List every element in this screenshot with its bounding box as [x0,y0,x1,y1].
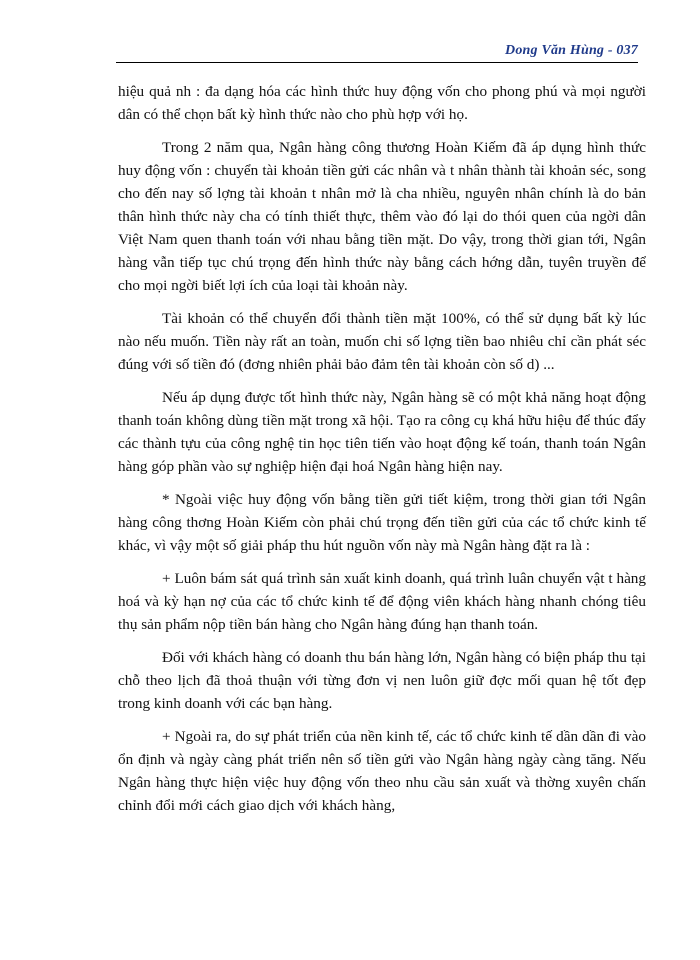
paragraph-4: Nếu áp dụng được tốt hình thức này, Ngân hàng sẽ có một khả năng hoạt động thanh toán không dùng tiền mặt trong xã hội. Tạo ra công cụ khá hữu hiệu để thúc đẩy các thành tựu của công nghệ tin học tiên tiến vào hoạt động kế toán, thanh toán Ngân hàng góp phần vào sự nghiệp hiện đại hoá Ngân hàng hiện nay. [118,389,646,475]
paragraph-1: hiệu quả nh : đa dạng hóa các hình thức huy động vốn cho phong phú và mọi người dân có thể chọn bất kỳ hình thức nào cho phù hợp với họ. [118,83,646,123]
paragraph-8: + Ngoài ra, do sự phát triển của nền kinh tế, các tổ chức kinh tế dần dần đi vào ổn định và ngày càng phát triển nên số tiền gửi vào Ngân hàng ngày càng tăng. Nếu Ngân hàng thực hiện việc huy động vốn theo nhu cầu sản xuất và thờng xuyên chấn chỉnh đổi mới cách giao dịch với khách hàng, [118,728,646,814]
header-author-id: Dong Văn Hùng - 037 [505,43,638,58]
paragraph-3: Tài khoản có thể chuyển đổi thành tiền mặt 100%, có thể sử dụng bất kỳ lúc nào nếu muốn. Tiền này rất an toàn, muốn chi số lợng tiền bao nhiêu chỉ cần phát séc đúng với số tiền đó (đơng nhiên phải bảo đảm tên tài khoản còn số d) ... [118,310,646,373]
page-header [116,42,638,63]
body-text [118,80,646,827]
paragraph-5: * Ngoài việc huy động vốn bằng tiền gửi tiết kiệm, trong thời gian tới Ngân hàng công thơng Hoàn Kiếm còn phải chú trọng đến tiền gửi của các tổ chức kinh tế khác, vì vậy một số giải pháp thu hút nguồn vốn này mà Ngân hàng đặt ra là : [118,491,646,554]
paragraph-2: Trong 2 năm qua, Ngân hàng công thương Hoàn Kiếm đã áp dụng hình thức huy động vốn : chuyển tài khoản tiền gửi các nhân và t nhân thành tài khoản séc, song cho đến nay số lợng tài khoản t nhân mở là cha nhiều, nguyên nhân chính là do bản thân hình thức này cha có tính thiết thực, thêm vào đó lại do thói quen của ngời dân Việt Nam quen thanh toán với nhau bằng tiền mặt. Do vậy, trong thời gian tới, Ngân hàng vẫn tiếp tục chú trọng đến hình thức này bằng cách hớng dẫn, tuyên truyền để cho mọi ngời biết lợi ích của loại tài khoản này. [118,139,646,294]
paragraph-6: + Luôn bám sát quá trình sản xuất kinh doanh, quá trình luân chuyển vật t hàng hoá và kỳ hạn nợ của các tổ chức kinh tế để động viên khách hàng nhanh chóng tiêu thụ sản phẩm nộp tiền bán hàng cho Ngân hàng đúng hạn thanh toán. [118,570,646,633]
paragraph-7: Đối với khách hàng có doanh thu bán hàng lớn, Ngân hàng có biện pháp thu tại chỗ theo lịch đã thoả thuận với từng đơn vị nen luôn giữ đợc mối quan hệ tốt đẹp trong kinh doanh với các bạn hàng. [118,649,646,712]
